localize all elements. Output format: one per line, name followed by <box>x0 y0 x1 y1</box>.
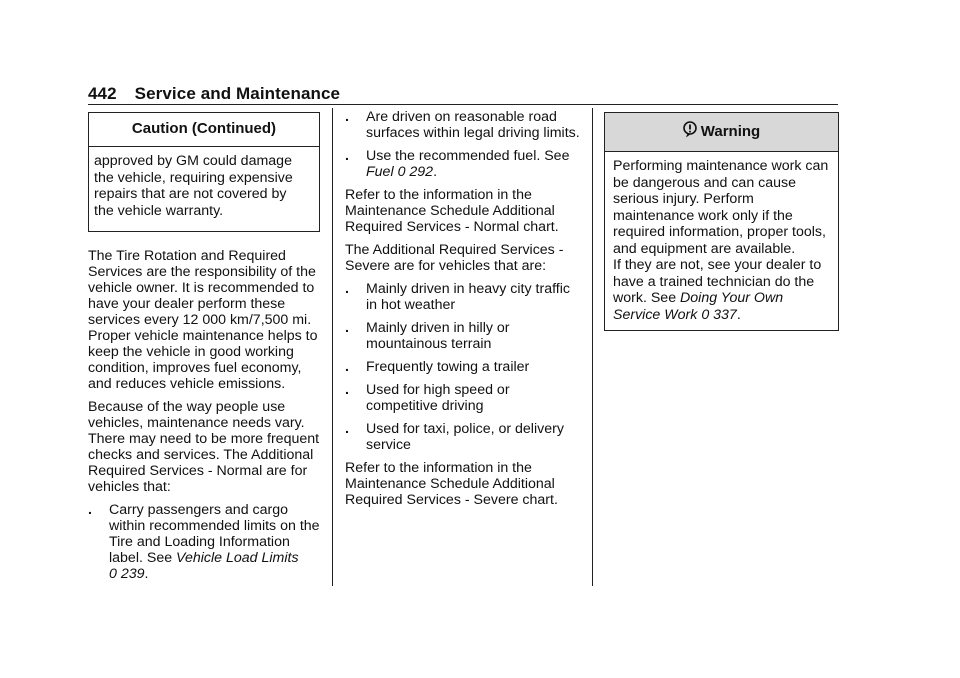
bullet-icon: . <box>345 421 349 437</box>
page-header <box>88 84 340 104</box>
severe-intro-paragraph: The Additional Required Services - Severe are for vehicles that are: <box>345 242 564 274</box>
normal-chart-paragraph: Refer to the information in the Maintenance Schedule Additional Required Services - Normal chart. <box>345 187 559 235</box>
normal-conditions-list <box>88 502 320 582</box>
list-item <box>345 109 581 141</box>
normal-conditions-list-cont <box>345 109 581 180</box>
caution-line: repairs that are not covered by <box>94 186 287 202</box>
warning-icon <box>683 121 697 142</box>
vehicle-load-limits-link[interactable]: Vehicle Load Limits <box>176 550 299 566</box>
warning-text-2 <box>613 257 830 323</box>
warning-text-end: . <box>736 306 741 323</box>
severe-conditions-list <box>345 281 581 453</box>
warning-body <box>605 152 838 330</box>
bullet-icon: . <box>345 359 349 375</box>
bullet-icon: . <box>345 109 349 125</box>
doing-your-own-service-work-link[interactable]: Doing Your Own Service Work <box>613 290 784 323</box>
list-item-text: Are driven on reasonable road surfaces within legal driving limits. <box>366 109 580 141</box>
page-number: 442 <box>88 84 117 103</box>
warning-text: Performing maintenance work can be dangerous and can cause serious injury. Perform maintenance work only if the required information, proper tools, and equipment are available. <box>613 158 829 257</box>
caution-line: approved by GM could damage <box>94 153 292 169</box>
warning-box <box>604 112 839 331</box>
column-3 <box>604 112 839 331</box>
list-item-text: Used for high speed or competitive driving <box>366 382 510 414</box>
column-2 <box>345 109 581 515</box>
caution-box <box>88 112 320 232</box>
list-item-end: . <box>433 164 438 180</box>
list-item <box>345 320 581 352</box>
caution-line: the vehicle, requiring expensive <box>94 169 293 186</box>
caution-line: the vehicle warranty. <box>94 202 224 219</box>
bullet-icon: . <box>345 382 349 398</box>
list-item <box>345 359 581 375</box>
page-reference[interactable]: 0 239 <box>109 566 145 582</box>
warning-text-2-lead: If they are not, see your dealer to have a trained technician do the work. See <box>613 257 822 306</box>
warning-title-bar <box>605 113 838 152</box>
bullet-icon: . <box>345 320 349 336</box>
fuel-link[interactable]: Fuel <box>366 164 394 180</box>
list-item <box>88 502 320 582</box>
page-reference[interactable]: 0 337 <box>701 306 737 323</box>
list-item-text: Mainly driven in heavy city traffic in hot weather <box>366 281 570 313</box>
section-title: Service and Maintenance <box>134 84 341 103</box>
bullet-icon: . <box>345 281 349 297</box>
list-item-end: . <box>144 566 149 582</box>
list-item-text: Used for taxi, police, or delivery service <box>366 421 564 453</box>
caution-title: Caution (Continued) <box>89 113 319 147</box>
list-item <box>345 382 581 414</box>
list-item-text: Mainly driven in hilly or mountainous terrain <box>366 320 510 352</box>
page-reference[interactable]: 0 292 <box>397 164 434 180</box>
list-item <box>345 281 581 313</box>
caution-body <box>89 147 319 231</box>
warning-title: Warning <box>700 123 761 140</box>
column-1 <box>88 112 320 589</box>
maintenance-needs-paragraph: Because of the way people use vehicles, maintenance needs vary. There may need to be more frequent checks and services. The Additional Required Services - Normal are for vehicles that: <box>88 399 320 495</box>
severe-chart-paragraph: Refer to the information in the Maintenance Schedule Additional Required Services - Severe chart. <box>345 460 558 508</box>
bullet-icon: . <box>88 502 92 518</box>
header-rule <box>88 104 838 105</box>
list-item <box>345 148 581 180</box>
list-item <box>345 421 581 453</box>
bullet-icon: . <box>345 148 349 164</box>
list-item-text: Carry passengers and cargo within recommended limits on the Tire and Loading Information label. See <box>109 502 320 566</box>
list-item-text: Frequently towing a trailer <box>366 359 530 375</box>
column-divider-1 <box>332 108 333 586</box>
column-divider-2 <box>592 108 593 586</box>
tire-rotation-paragraph: The Tire Rotation and Required Services are the responsibility of the vehicle owner. It is recommended to have your dealer perform these services every 12 000 km/7,500 mi. Proper vehicle maintenance helps to keep the vehicle in good working condition, improves fuel economy, and reduces vehicle emissions. <box>88 248 318 392</box>
list-item-text: Use the recommended fuel. See <box>366 148 570 164</box>
